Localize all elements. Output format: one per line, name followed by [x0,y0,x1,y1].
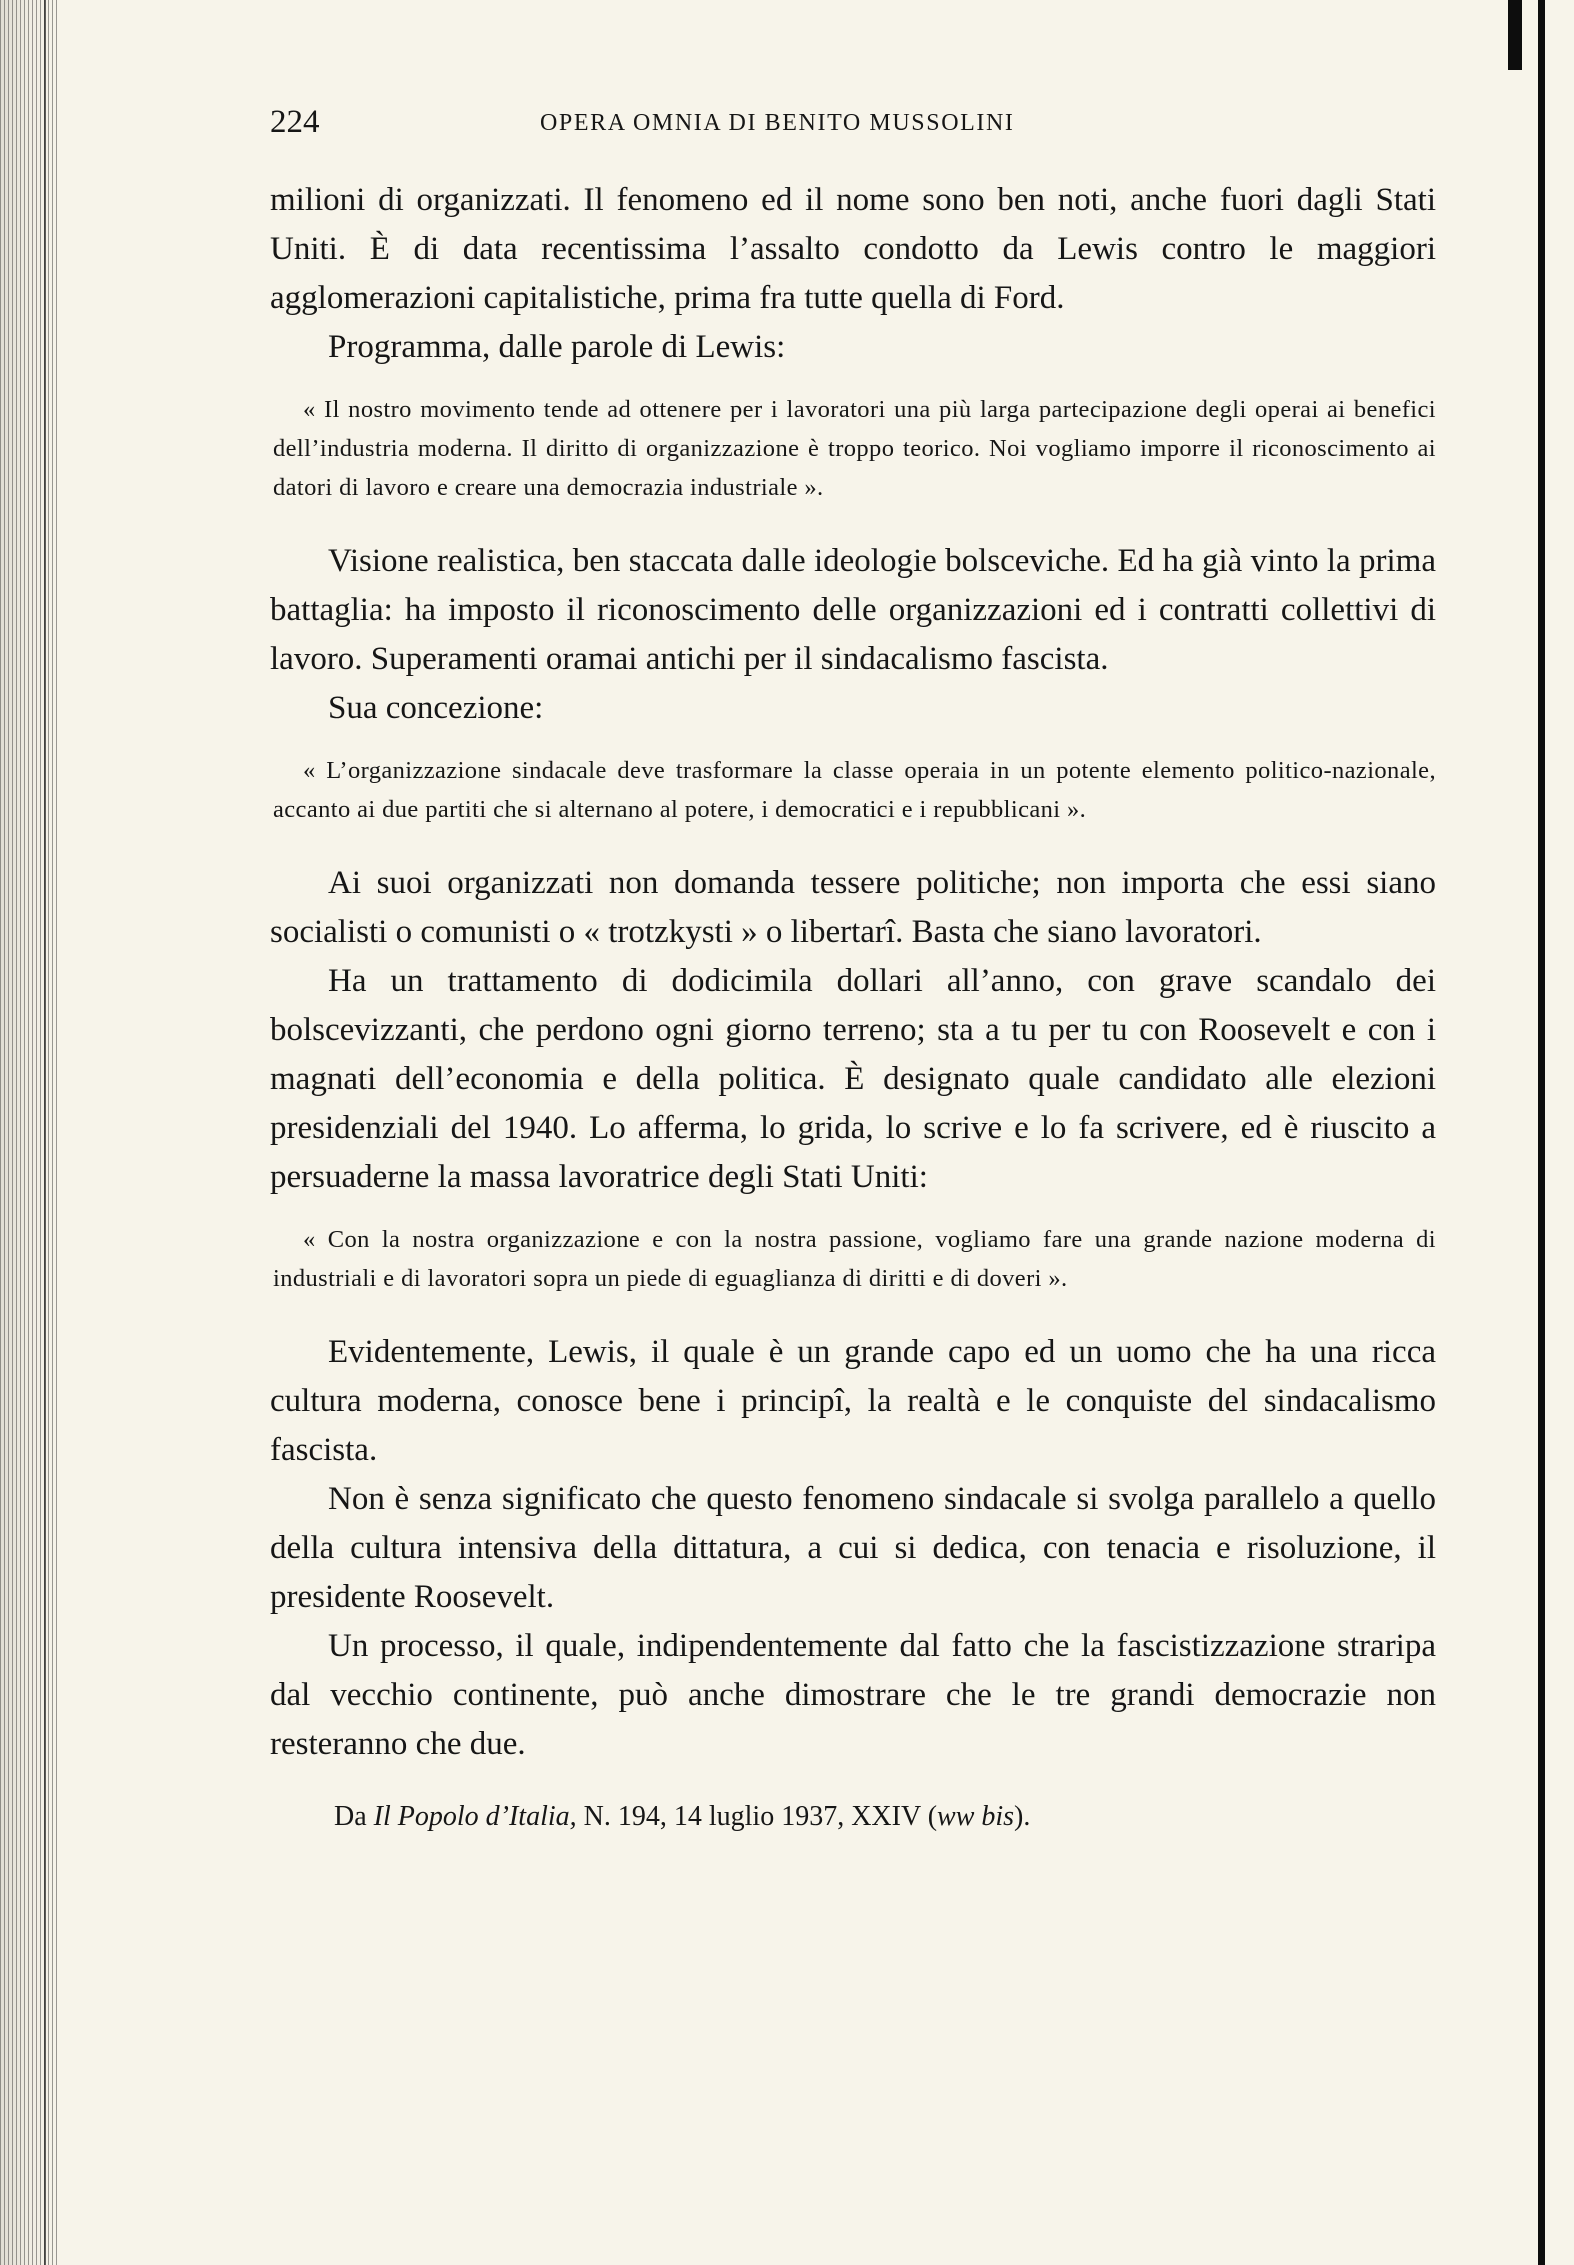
scan-binding-edge [0,0,58,2265]
main-text [270,176,1436,1837]
quote-lewis-nazione: « Con la nostra organizzazione e con la nostra passione, vogliamo fare una grande nazione moderna di industriali e di lavoratori sopra un piede di eguaglianza di diritti e di doveri ». [273,1226,1436,1292]
paragraph-trattamento: Ha un trattamento di dodicimila dollari all’anno, con grave scandalo dei bolscevizzanti, che perdono ogni giorno terreno; sta a tu per tu con Roosevelt e con i magnati dell’economia e della politica. È designato quale candidato alle elezioni presidenziali del 1940. Lo afferma, lo grida, lo scrive e lo fa scrivere, ed è riuscito a persuaderne la massa lavoratrice degli Stati Uniti: [270,963,1436,1195]
quote-lewis-programma: « Il nostro movimento tende ad ottenere per i lavoratori una più larga partecipazione degli operai ai benefici dell’industria moderna. Il diritto di organizzazione è troppo teorico. Noi vogliamo imporre il riconoscimento ai datori di lavoro e creare una democrazia industriale ». [273,396,1436,501]
paragraph-continuation: milioni di organizzati. Il fenomeno ed il nome sono ben noti, anche fuori dagli Stati Uniti. È di data recentissima l’assalto condotto da Lewis contro le maggiori agglomerazioni capitalistiche, prima fra tutte quella di Ford. [270,182,1436,316]
quote-lewis-concezione: « L’organizzazione sindacale deve trasformare la classe operaia in un potente elemento politico-nazionale, accanto ai due partiti che si alternano al potere, i democratici e i repubblicani ». [273,757,1436,823]
paragraph-organizzati: Ai suoi organizzati non domanda tessere politiche; non importa che essi siano socialisti o comunisti o « trotzkysti » o libertarî. Basta che siano lavoratori. [270,865,1436,950]
paragraph-evidentemente: Evidentemente, Lewis, il quale è un grande capo ed un uomo che ha una ricca cultura moderna, conosce bene i principî, la realtà e le conquiste del sindacalismo fascista. [270,1334,1436,1468]
scan-right-edge-line [1538,0,1545,2265]
page-number: 224 [270,104,320,140]
running-head [270,104,1436,148]
running-head-title: OPERA OMNIA DI BENITO MUSSOLINI [540,110,1015,136]
source-prefix: Da [334,1801,367,1832]
paragraph-concezione: Sua concezione: [328,690,544,726]
scan-right-edge-mark [1508,0,1522,70]
source-details: N. 194, 14 luglio 1937, XXIV [583,1801,921,1832]
paragraph-visione: Visione realistica, ben staccata dalle ideologie bolsceviche. Ed ha già vinto la prima battaglia: ha imposto il riconoscimento delle organizzazioni ed i contratti collettivi di lavoro. Superamenti oramai antichi per il sindacalismo fascista. [270,543,1436,677]
source-open-paren: ( [927,1801,938,1832]
source-edition: ww bis [937,1801,1015,1832]
source-citation [270,1797,1436,1837]
source-newspaper: Il Popolo d’Italia, [373,1801,577,1832]
paragraph-processo: Un processo, il quale, indipendentemente dal fatto che la fascistizzazione straripa dal vecchio continente, può anche dimostrare che le tre grandi democrazie non resteranno che due. [270,1628,1436,1762]
paragraph-significato: Non è senza significato che questo fenomeno sindacale si svolga parallelo a quello della cultura intensiva della dittatura, a cui si dedica, con tenacia e risoluzione, il presidente Roosevelt. [270,1481,1436,1615]
scan-left-edge-line [44,0,46,2265]
paragraph-programma: Programma, dalle parole di Lewis: [328,329,786,365]
source-close-paren: ). [1014,1801,1031,1832]
